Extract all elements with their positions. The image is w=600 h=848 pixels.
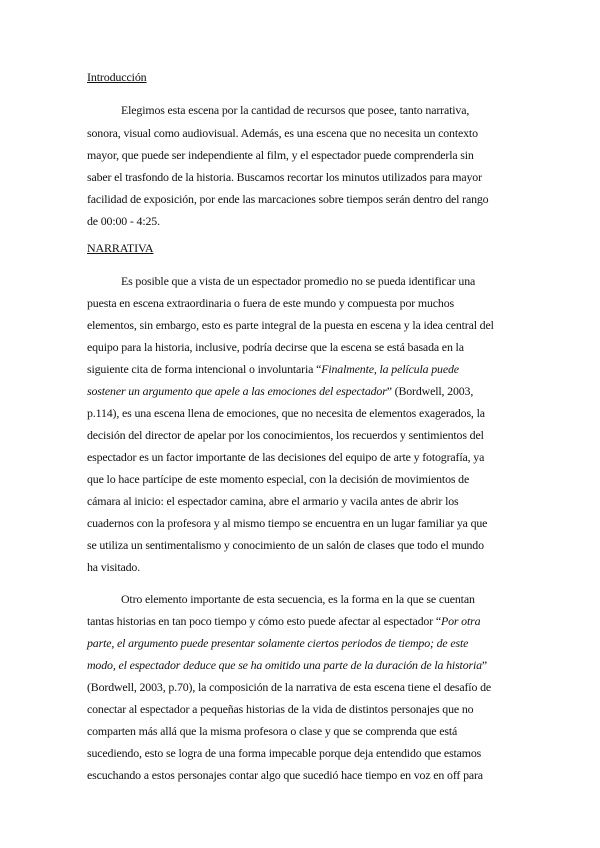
- p2-line-5: (Bordwell, 2003, p.70), la composición de la narrativa de esta escena tiene el desafío de: [87, 680, 491, 694]
- p2-line-2-text: tantas historias en tan poco tiempo y cómo esto puede afectar al espectador “: [87, 614, 441, 628]
- intro-line-6: de 00:00 - 4:25.: [87, 214, 160, 228]
- p1-line-5: [87, 362, 459, 377]
- p2-line-1: Otro elemento importante de esta secuencia, es la forma en la que se cuentan: [121, 592, 475, 606]
- p1-line-6-text: ” (Bordwell, 2003,: [386, 384, 474, 398]
- p1-line-4: equipo para la historia, inclusive, podría decirse que la escena se está basada en la: [87, 340, 464, 354]
- intro-line-2: sonora, visual como audiovisual. Además, es una escena que no necesita un contexto: [87, 126, 478, 140]
- p2-line-6: conectar al espectador a pequeñas historias de la vida de distintos personajes que no: [87, 702, 474, 716]
- intro-line-5: facilidad de exposición, por ende las marcaciones sobre tiempos serán dentro del rango: [87, 192, 489, 206]
- intro-line-3: mayor, que puede ser independiente al film, y el espectador puede comprenderla sin: [87, 148, 474, 162]
- p2-line-2: [87, 614, 480, 629]
- p1-line-5-quote: Finalmente, la película puede: [321, 362, 459, 376]
- p1-line-5-text: siguiente cita de forma intencional o involuntaria “: [87, 362, 322, 376]
- p2-line-2-quote: Por otra: [440, 614, 481, 628]
- heading-introduccion: Introducción: [87, 70, 147, 84]
- p2-line-7: comparten más allá que la misma profesora o clase y que se comprenda que está: [87, 724, 458, 738]
- p2-line-4-text: ”: [481, 658, 488, 672]
- p1-line-6-quote: sostener un argumento que apele a las emociones del espectador: [87, 384, 387, 398]
- p1-line-2: puesta en escena extraordinaria o fuera de este mundo y compuesta por muchos: [87, 296, 454, 310]
- p1-line-10: que lo hace partícipe de este momento especial, con la decisión de movimientos de: [87, 472, 470, 486]
- p1-line-6: [87, 384, 473, 399]
- p1-line-3: elementos, sin embargo, esto es parte integral de la puesta en escena y la idea central del: [87, 318, 494, 332]
- intro-line-4: saber el trasfondo de la historia. Buscamos recortar los minutos utilizados para mayor: [87, 170, 482, 184]
- p2-line-9: escuchando a estos personajes contar algo que sucedió hace tiempo en voz en off para: [87, 768, 483, 782]
- p1-line-14: ha visitado.: [87, 560, 141, 574]
- p2-line-3: parte, el argumento puede presentar solamente ciertos periodos de tiempo; de este: [87, 636, 469, 650]
- p1-line-13: se utiliza un sentimentalismo y conocimiento de un salón de clases que todo el mundo: [87, 538, 484, 552]
- p1-line-9: espectador es un factor importante de las decisiones del equipo de arte y fotografía, ya: [87, 450, 485, 464]
- p1-line-8: decisión del director de apelar por los conocimientos, los recuerdos y sentimientos del: [87, 428, 484, 442]
- p1-line-12: cuadernos con la profesora y al mismo tiempo se encuentra en un lugar familiar ya que: [87, 516, 488, 530]
- heading-narrativa: NARRATIVA: [87, 241, 154, 255]
- p1-line-11: cámara al inicio: el espectador camina, abre el armario y vacila antes de abrir los: [87, 494, 459, 508]
- p2-line-4-quote: modo, el espectador deduce que se ha omitido una parte de la duración de la historia: [87, 658, 482, 672]
- p1-line-7: p.114), es una escena llena de emociones, que no necesita de elementos exagerados, la: [87, 406, 485, 420]
- p2-line-8: sucediendo, esto se logra de una forma impecable porque deja entendido que estamos: [87, 746, 482, 760]
- p1-line-1: Es posible que a vista de un espectador promedio no se pueda identificar una: [121, 274, 476, 288]
- intro-line-1: Elegimos esta escena por la cantidad de recursos que posee, tanto narrativa,: [121, 103, 470, 117]
- p2-line-4: [87, 658, 487, 673]
